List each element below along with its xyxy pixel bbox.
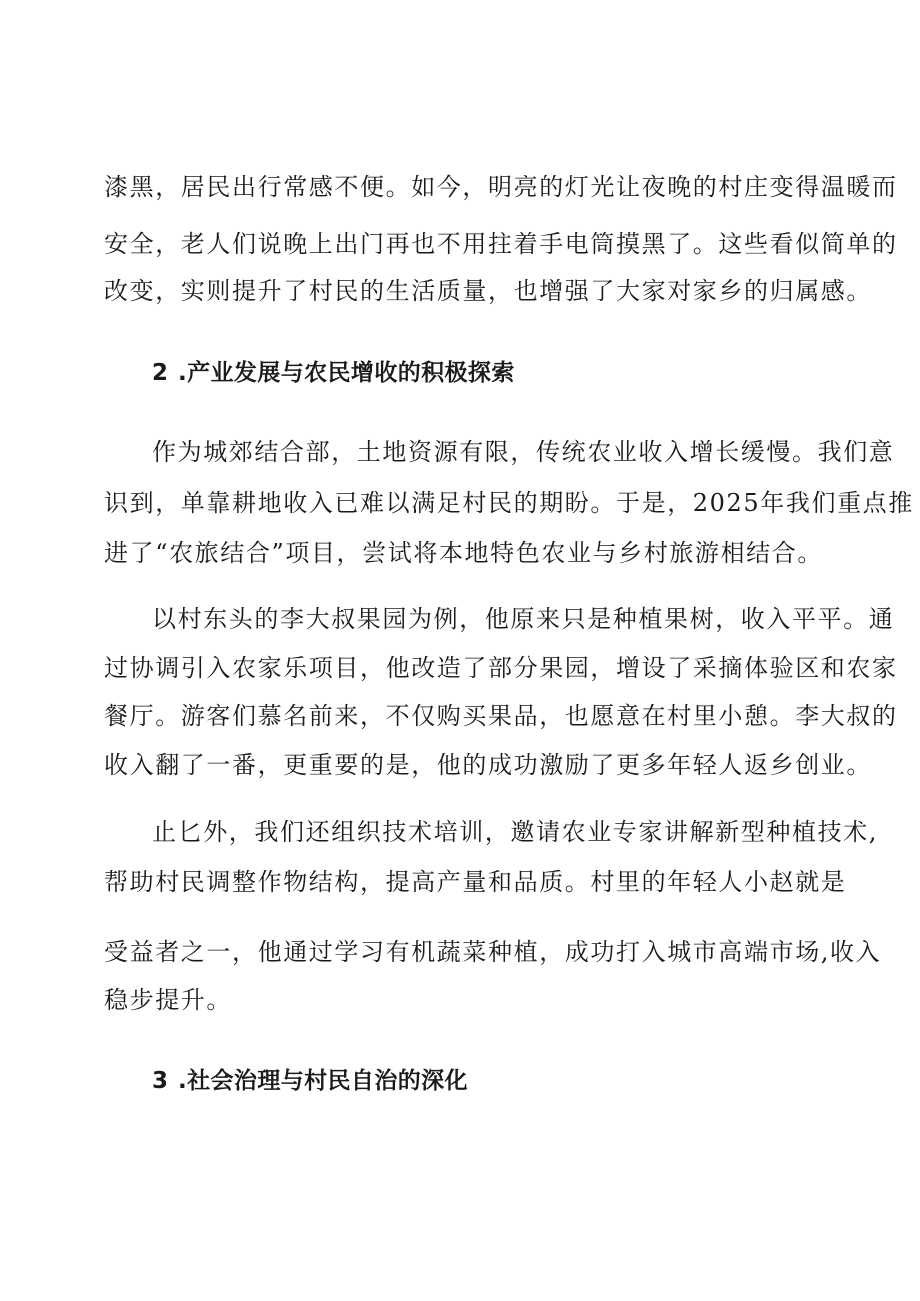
paragraph-3-line-4: 收入翻了一番，更重要的是，他的成功激励了更多年轻人返乡创业。 xyxy=(104,751,872,779)
section-3-number: 3 xyxy=(152,1068,169,1094)
section-2-number: 2 xyxy=(152,360,169,386)
paragraph-4-line-4: 稳步提升。 xyxy=(104,986,232,1014)
section-2-title: .产业发展与农民增收的积极探索 xyxy=(178,360,515,386)
section-3-heading xyxy=(152,1065,468,1097)
paragraph-4-line-2: 帮助村民调整作物结构，提高产量和品质。村里的年轻人小赵就是 xyxy=(104,868,847,896)
paragraph-2-line-3: 进了“农旅结合”项目，尝试将本地特色农业与乡村旅游相结合。 xyxy=(104,539,823,567)
paragraph-4-line-1: 止匕外，我们还组织技术培训，邀请农业专家讲解新型种植技术, xyxy=(152,818,879,846)
paragraph-1-line-1: 漆黑，居民出行常感不便。如今，明亮的灯光让夜晚的村庄变得温暖而 xyxy=(104,173,898,201)
paragraph-3-line-3: 餐厅。游客们慕名前来，不仅购买果品，也愿意在村里小憩。李大叔的 xyxy=(104,702,898,730)
paragraph-1-line-3: 改变，实则提升了村民的生活质量，也增强了大家对家乡的归属感。 xyxy=(104,277,872,305)
paragraph-4-line-3: 受益者之一，他通过学习有机蔬菜种植，成功打入城市高端市场,收入 xyxy=(104,938,882,966)
section-2-heading xyxy=(152,357,515,389)
paragraph-1-line-2: 安全，老人们说晚上出门再也不用拄着手电筒摸黑了。这些看似简单的 xyxy=(104,230,898,258)
paragraph-3-line-1: 以村东头的李大叔果园为例，他原来只是种植果树，收入平平。通 xyxy=(152,605,895,633)
section-3-title: .社会治理与村民自治的深化 xyxy=(178,1068,468,1094)
paragraph-2-line-1: 作为城郊结合部，土地资源有限，传统农业收入增长缓慢。我们意 xyxy=(152,438,895,466)
paragraph-3-line-2: 过协调引入农家乐项目，他改造了部分果园，增设了采摘体验区和农家 xyxy=(104,654,898,682)
paragraph-2-line-2: 识到，单靠耕地收入已难以满足村民的期盼。于是，2025年我们重点推 xyxy=(104,489,914,517)
